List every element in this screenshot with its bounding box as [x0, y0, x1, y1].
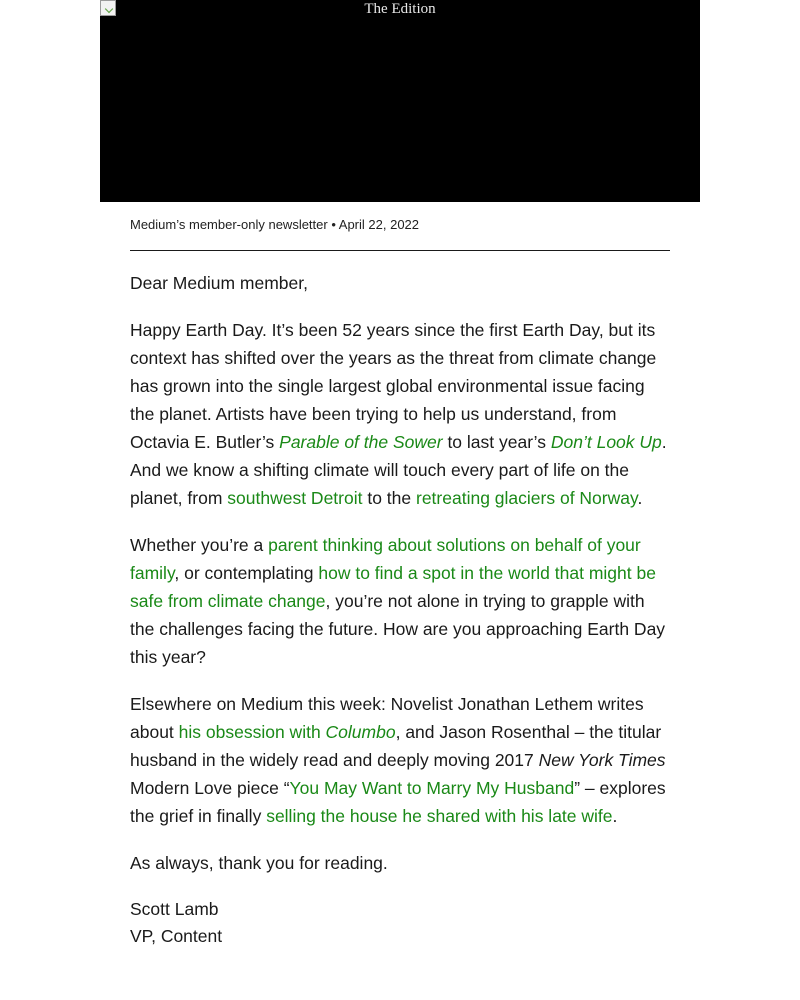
- newsletter-meta: [130, 214, 670, 236]
- text: Happy Earth Day. It’s been 52 years since the first Earth Day, but its context has shifted over the years as the threat from climate change has grown into the single largest global environmental issue facing the planet. Artists have been trying to help us understand, from Octavia E. Butler’s: [130, 320, 657, 452]
- paragraph-elsewhere: [130, 690, 670, 830]
- text: to last year’s: [442, 432, 551, 452]
- paragraph-earth-day: [130, 316, 670, 512]
- text: . And we know a shifting climate will touch every part of life on the planet, from: [130, 432, 667, 508]
- link-selling-the-house[interactable]: selling the house he shared with his late wife: [266, 806, 613, 826]
- text: .: [637, 488, 643, 508]
- newsletter-date: April 22, 2022: [338, 217, 420, 232]
- publication-name: New York Times: [538, 750, 666, 770]
- newsletter-body: [130, 214, 670, 950]
- text: ” – explores the grief in finally: [130, 778, 666, 826]
- link-southwest-detroit[interactable]: southwest Detroit: [227, 488, 363, 508]
- text: , you’re not alone in trying to grapple with the challenges facing the future. How are you approaching Earth Day this year?: [130, 591, 666, 667]
- signature-name: Scott Lamb: [130, 899, 219, 919]
- link-columbo-obsession[interactable]: his obsession with Columbo: [178, 722, 396, 742]
- link-dont-look-up[interactable]: Don’t Look Up: [550, 432, 662, 452]
- salutation: Dear Medium member,: [130, 273, 308, 293]
- text: Elsewhere on Medium this week: Novelist Jonathan Lethem writes about: [130, 694, 644, 742]
- link-marry-my-husband[interactable]: You May Want to Marry My Husband: [289, 778, 575, 798]
- text: .: [612, 806, 618, 826]
- newsletter-name: Medium’s member-only newsletter: [130, 217, 328, 232]
- divider: [130, 250, 670, 251]
- signature-title: VP, Content: [130, 926, 223, 946]
- link-retreating-glaciers[interactable]: retreating glaciers of Norway: [416, 488, 638, 508]
- meta-separator: •: [327, 217, 339, 232]
- text: , and Jason Rosenthal – the titular husband in the widely read and deeply moving 2017: [130, 722, 662, 770]
- text: Modern Love piece “: [130, 778, 290, 798]
- banner-alt-text: The Edition: [364, 1, 436, 17]
- link-safe-spot[interactable]: how to find a spot in the world that might be safe from climate change: [130, 563, 656, 611]
- text: , or contemplating: [174, 563, 319, 583]
- link-parent-solutions[interactable]: parent thinking about solutions on behalf of your family: [130, 535, 641, 583]
- newsletter-banner-image: [100, 0, 700, 202]
- text: to the: [362, 488, 416, 508]
- paragraph-whether: [130, 531, 670, 671]
- text: Whether you’re a: [130, 535, 269, 555]
- closing-line: As always, thank you for reading.: [130, 853, 388, 873]
- link-parable-of-the-sower[interactable]: Parable of the Sower: [279, 432, 443, 452]
